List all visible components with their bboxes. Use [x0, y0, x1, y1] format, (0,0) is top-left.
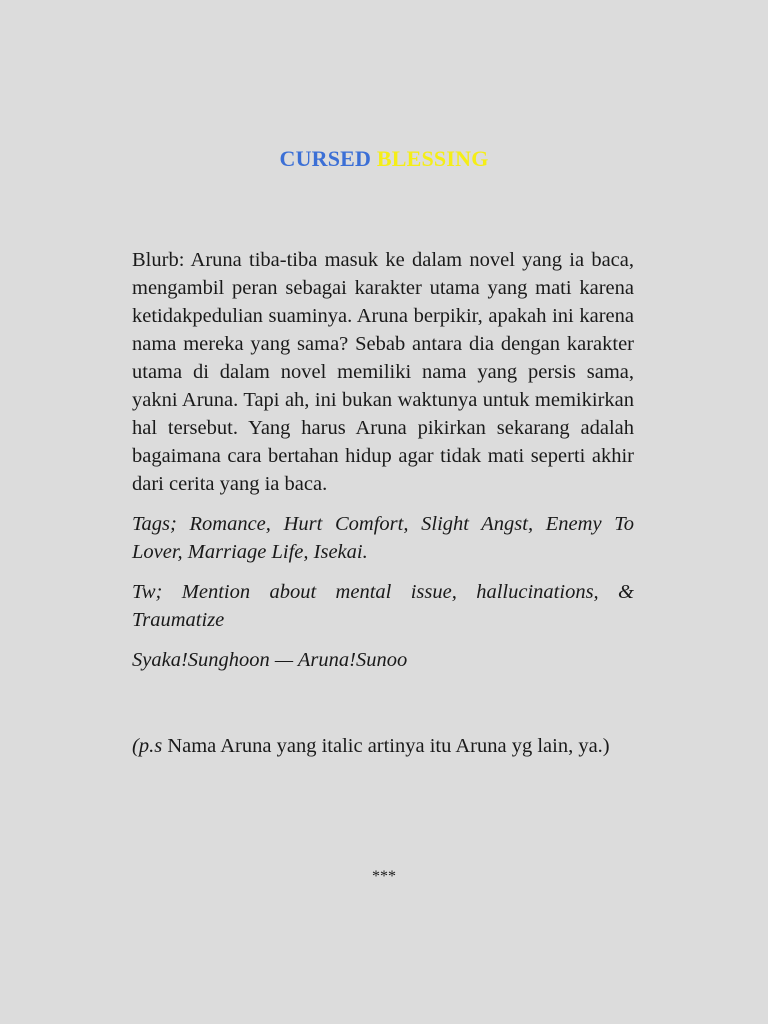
story-content — [132, 246, 634, 772]
title-word-cursed: CURSED — [279, 146, 372, 171]
ps-note — [132, 732, 634, 760]
spacer — [132, 686, 634, 732]
pairing-paragraph: Syaka!Sunghoon — Aruna!Sunoo — [132, 649, 408, 671]
story-title — [0, 146, 768, 172]
blurb-paragraph: Blurb: Aruna tiba-tiba masuk ke dalam novel yang ia baca, mengambil peran sebagai karakter utama yang mati karena ketidakpedulian suaminya. Aruna berpikir, apakah ini karena nama mereka yang sama? Sebab antara dia dengan karakter utama di dalam novel memiliki nama yang persis sama, yakni Aruna. Tapi ah, ini bukan waktunya untuk memikirkan hal tersebut. Yang harus Aruna pikirkan sekarang adalah bagaimana cara bertahan hidup agar tidak mati seperti akhir dari cerita yang ia baca. — [132, 249, 634, 495]
ps-prefix: (p.s — [132, 735, 163, 757]
ps-text: Nama Aruna yang italic artinya itu Aruna yg lain, ya.) — [162, 735, 610, 757]
trigger-warning-paragraph: Tw; Mention about mental issue, hallucinations, & Traumatize — [132, 581, 634, 631]
title-word-blessing: BLESSING — [376, 146, 489, 171]
tags-paragraph: Tags; Romance, Hurt Comfort, Slight Angst, Enemy To Lover, Marriage Life, Isekai. — [132, 513, 634, 563]
section-separator: *** — [372, 868, 396, 885]
